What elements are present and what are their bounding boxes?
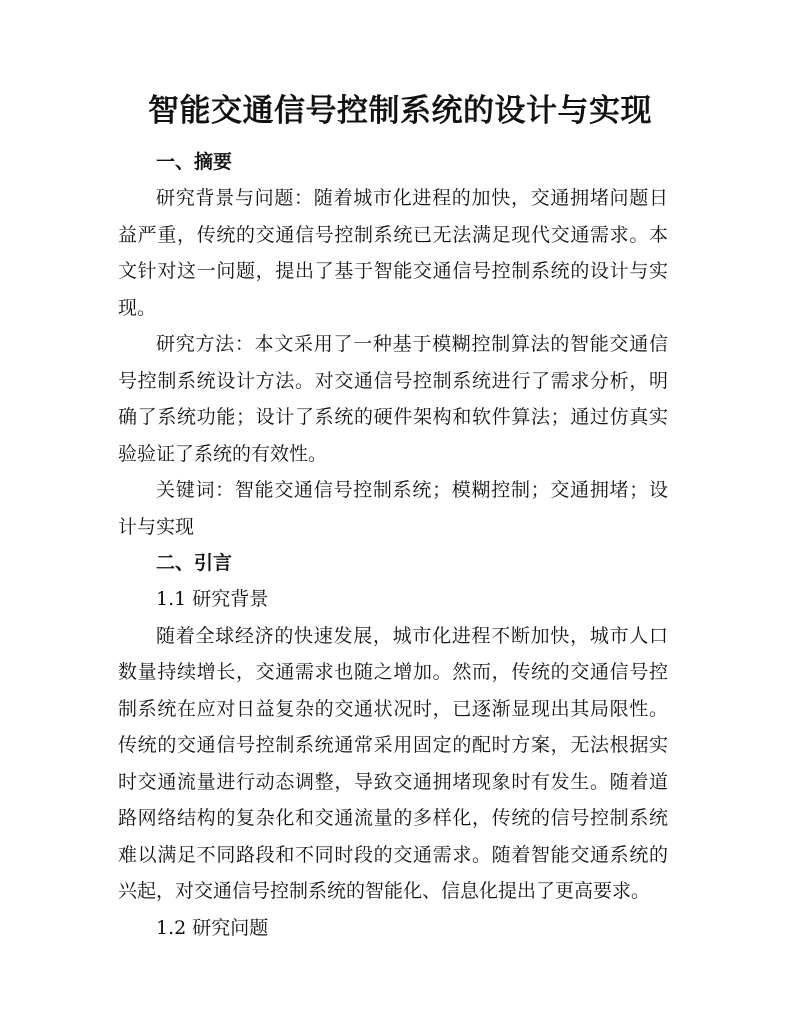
- document-title: 智能交通信号控制系统的设计与实现: [148, 93, 652, 129]
- subsection-1-1-title: 1.1 研究背景: [156, 588, 269, 610]
- abstract-method-paragraph: 研究方法：本文采用了一种基于模糊控制算法的智能交通信号控制系统设计方法。对交通信号控制系统进行了需求分析，明确了系统功能；设计了系统的硬件架构和软件算法；通过仿真实验验证了系统的有效性。: [118, 333, 668, 465]
- abstract-keywords-paragraph: 关键词：智能交通信号控制系统；模糊控制；交通拥堵；设计与实现: [118, 479, 668, 538]
- subsection-1-2-title: 1.2 研究问题: [156, 916, 269, 939]
- intro-heading: 二、引言: [156, 552, 233, 574]
- document-body: [118, 144, 668, 946]
- abstract-background-paragraph: 研究背景与问题：随着城市化进程的加快，交通拥堵问题日益严重，传统的交通信号控制系统已无法满足现代交通需求。本文针对这一问题，提出了基于智能交通信号控制系统的设计与实现。: [118, 187, 668, 319]
- subsection-1-1-body: 随着全球经济的快速发展，城市化进程不断加快，城市人口数量持续增长，交通需求也随之增加。然而，传统的交通信号控制系统在应对日益复杂的交通状况时，已逐渐显现出其局限性。传统的交通信号控制系统通常采用固定的配时方案，无法根据实时交通流量进行动态调整，导致交通拥堵现象时有发生。随着道路网络结构的复杂化和交通流量的多样化，传统的信号控制系统难以满足不同路段和不同时段的交通需求。随着智能交通系统的兴起，对交通信号控制系统的智能化、信息化提出了更高要求。: [118, 624, 668, 902]
- abstract-heading: 一、摘要: [156, 151, 233, 173]
